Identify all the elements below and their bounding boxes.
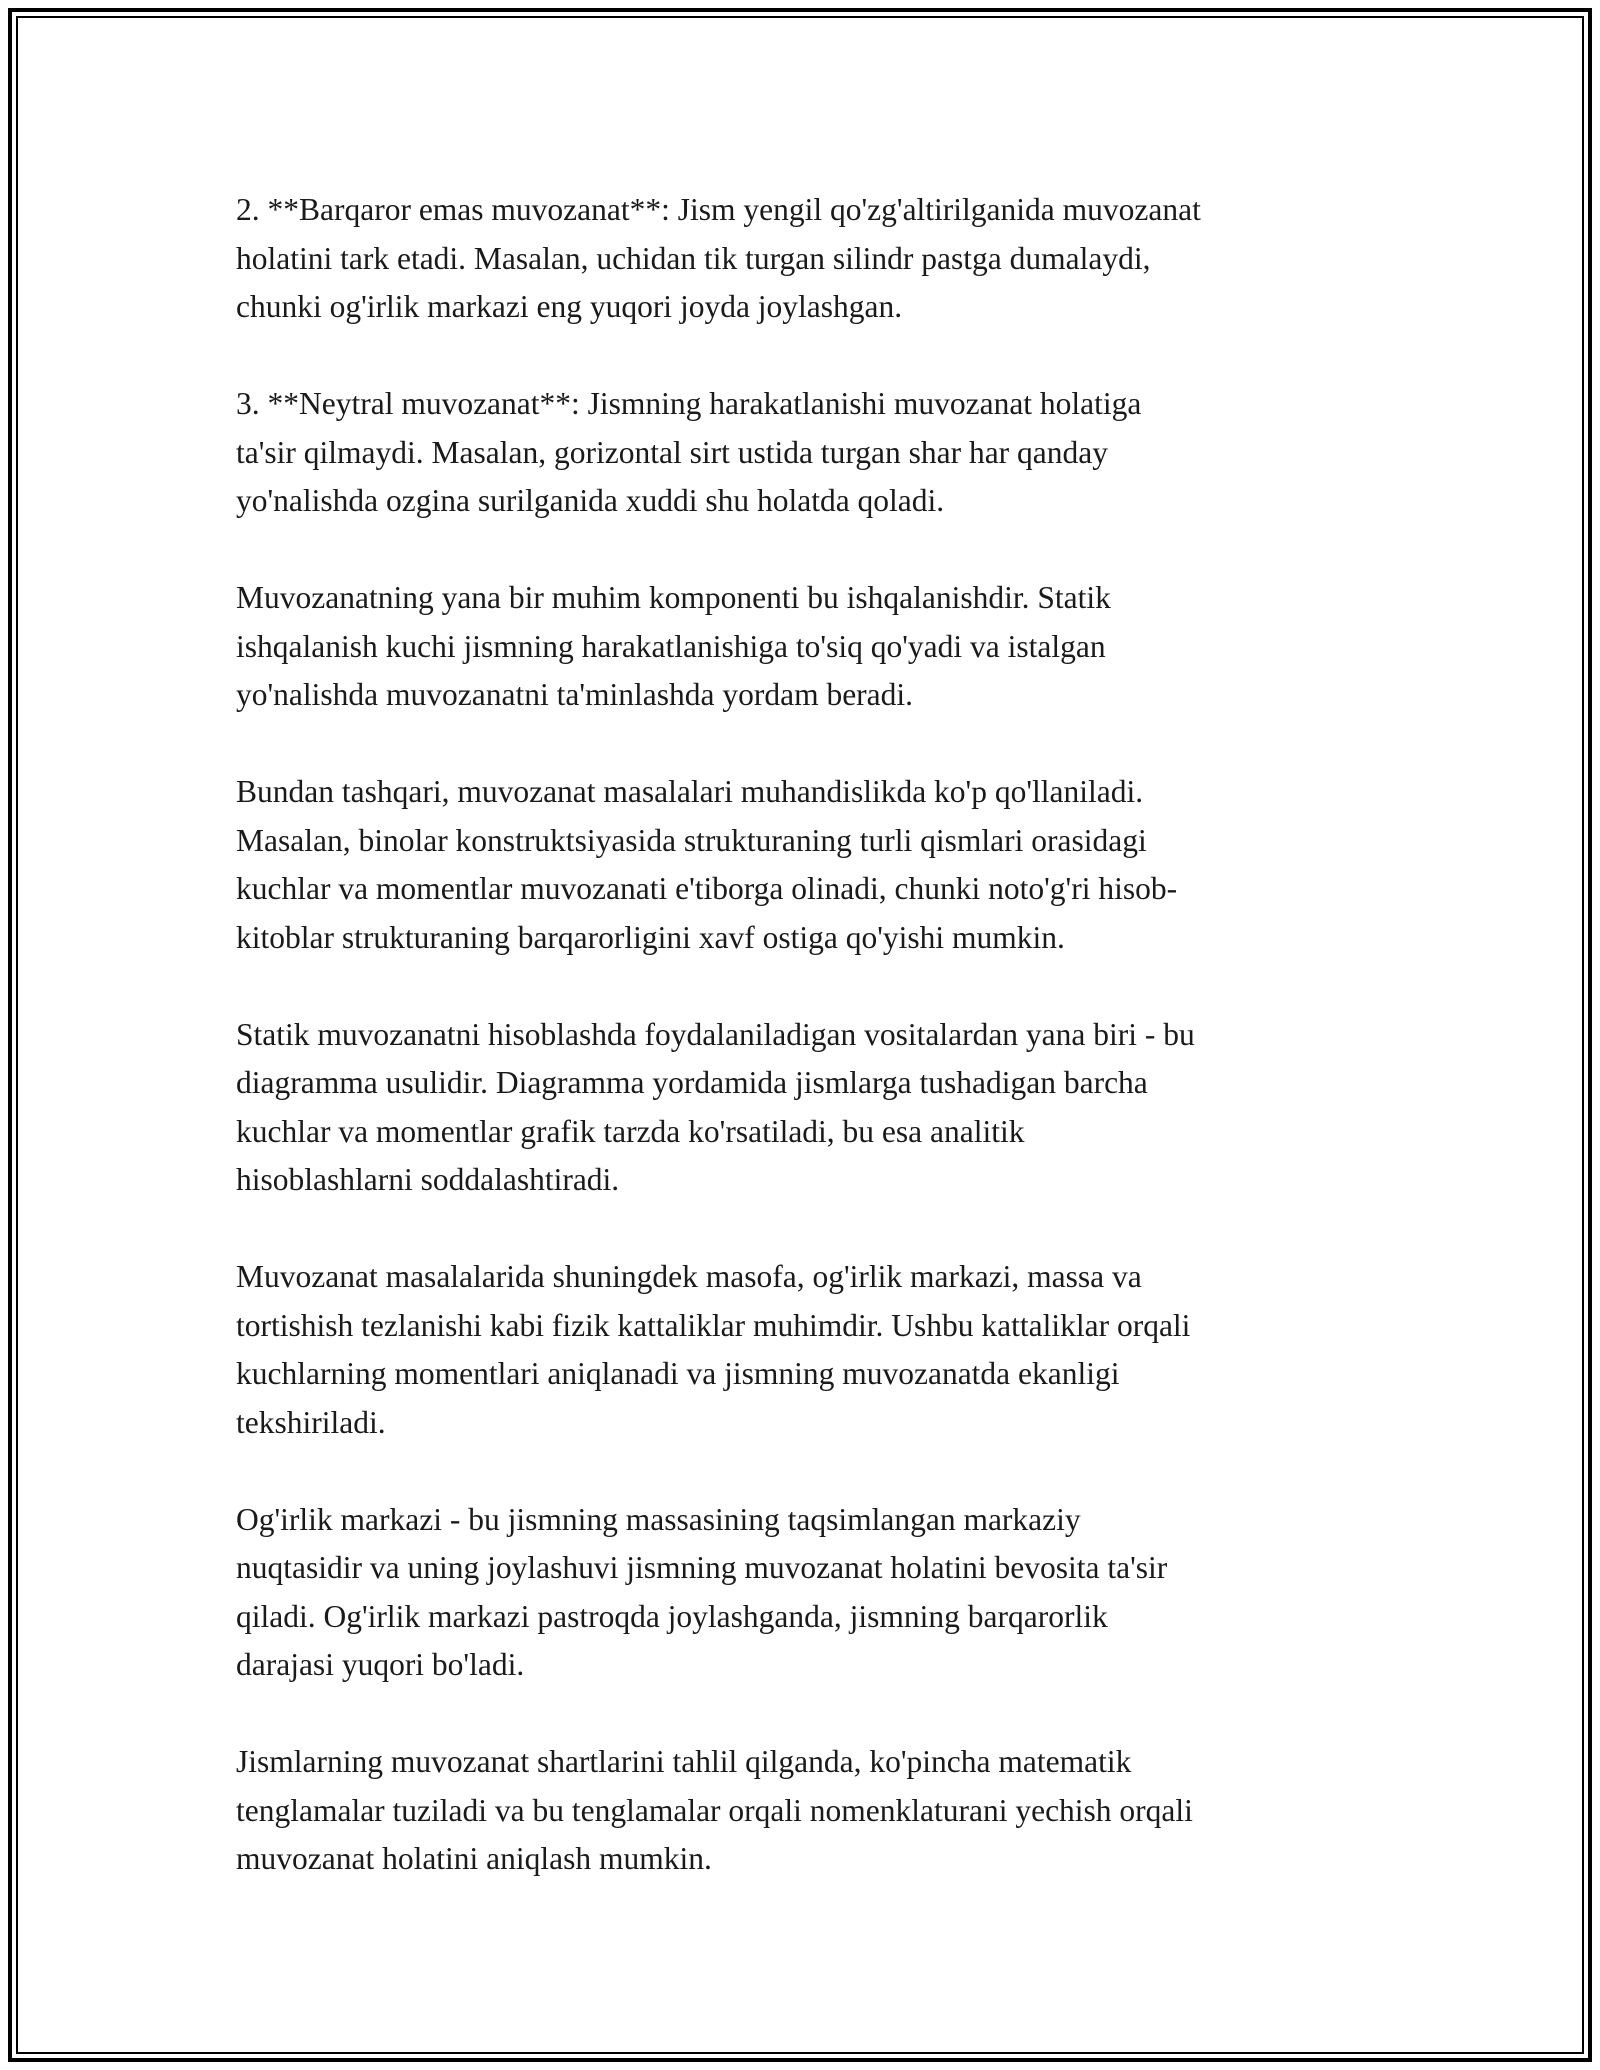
text-line: qiladi. Og'irlik markazi pastroqda joylashganda, jismning barqarorlik — [236, 1598, 1108, 1634]
paragraph-engineering — [236, 768, 1366, 962]
text-line: Bundan tashqari, muvozanat masalalari muhandislikda ko'p qo'llaniladi. — [236, 774, 1144, 809]
paragraph-neutral-equilibrium — [236, 380, 1366, 526]
text-line: yo'nalishda muvozanatni ta'minlashda yordam beradi. — [236, 677, 914, 712]
text-line: hisoblashlarni soddalashtiradi. — [236, 1162, 620, 1197]
text-line: Muvozanatning yana bir muhim komponenti bu ishqalanishdir. Statik — [236, 580, 1111, 615]
text-line: Statik muvozanatni hisoblashda foydalaniladigan vositalardan yana biri - bu — [236, 1016, 1195, 1052]
text-line: Og'irlik markazi - bu jismning massasining taqsimlangan markaziy — [236, 1501, 1081, 1537]
text-line: yo'nalishda ozgina surilganida xuddi shu holatda qoladi. — [236, 483, 945, 518]
text-line: kuchlar va momentlar muvozanati e'tiborga olinadi, chunki noto'g'ri hisob- — [236, 871, 1178, 906]
text-line: ta'sir qilmaydi. Masalan, gorizontal sirt ustida turgan shar har qanday — [236, 434, 1109, 470]
text-line: tekshiriladi. — [236, 1404, 386, 1440]
text-line: Muvozanat masalalarida shuningdek masofa, og'irlik markazi, massa va — [236, 1259, 1142, 1294]
text-line: holatini tark etadi. Masalan, uchidan tik turgan silindr pastga dumalaydi, — [236, 240, 1151, 276]
text-line: Masalan, binolar konstruktsiyasida strukturaning turli qismlari orasidagi — [236, 822, 1147, 858]
paragraph-unstable-equilibrium — [236, 186, 1366, 332]
text-line: tortishish tezlanishi kabi fizik kattaliklar muhimdir. Ushbu kattaliklar orqali — [236, 1307, 1191, 1343]
paragraph-equations — [236, 1738, 1366, 1884]
text-line: diagramma usulidir. Diagramma yordamida jismlarga tushadigan barcha — [236, 1065, 1148, 1100]
paragraph-center-of-mass — [236, 1496, 1366, 1690]
text-line: kuchlar va momentlar grafik tarzda ko'rsatiladi, bu esa analitik — [236, 1113, 1025, 1149]
text-line: kuchlarning momentlari aniqlanadi va jismning muvozanatda ekanligi — [236, 1356, 1120, 1391]
text-line: 2. **Barqaror emas muvozanat**: Jism yengil qo'zg'altirilganida muvozanat — [236, 192, 1201, 227]
document-body — [236, 186, 1366, 1932]
paragraph-friction — [236, 574, 1366, 720]
paragraph-diagram-method — [236, 1011, 1366, 1205]
text-line: chunki og'irlik markazi eng yuqori joyda joylashgan. — [236, 289, 903, 324]
text-line: ishqalanish kuchi jismning harakatlanishiga to'siq qo'yadi va istalgan — [236, 628, 1106, 664]
paragraph-physical-quantities — [236, 1253, 1366, 1447]
text-line: kitoblar strukturaning barqarorligini xavf ostiga qo'yishi mumkin. — [236, 919, 1065, 955]
text-line: tenglamalar tuziladi va bu tenglamalar orqali nomenklaturani yechish orqali — [236, 1792, 1193, 1828]
text-line: darajasi yuqori bo'ladi. — [236, 1647, 525, 1682]
text-line: muvozanat holatini aniqlash mumkin. — [236, 1841, 712, 1876]
text-line: nuqtasidir va uning joylashuvi jismning muvozanat holatini bevosita ta'sir — [236, 1550, 1168, 1585]
text-line: Jismlarning muvozanat shartlarini tahlil qilganda, ko'pincha matematik — [236, 1744, 1132, 1779]
text-line: 3. **Neytral muvozanat**: Jismning harakatlanishi muvozanat holatiga — [236, 386, 1142, 421]
